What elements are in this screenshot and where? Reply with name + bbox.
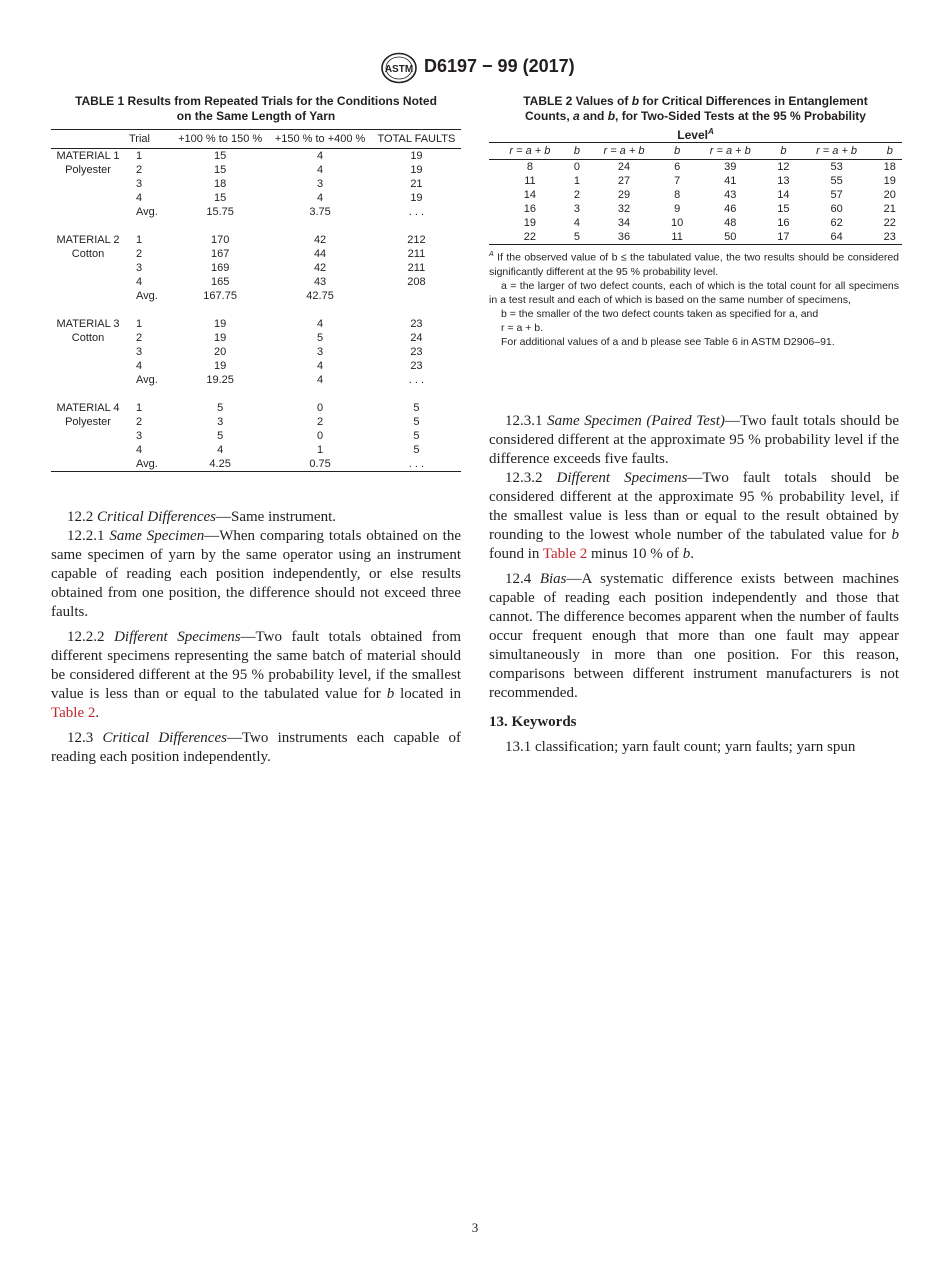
document-id: D6197 − 99 (2017) bbox=[424, 56, 575, 76]
value-cell: 42 bbox=[313, 262, 327, 274]
value-cell: 3 bbox=[317, 178, 324, 190]
table2-row bbox=[489, 188, 902, 202]
value-cell: 15 bbox=[214, 150, 227, 162]
table1-col-trial: Trial bbox=[129, 133, 150, 145]
table2-cell: 57 bbox=[830, 189, 843, 201]
table2-cell: 60 bbox=[830, 203, 843, 215]
table2-row bbox=[489, 174, 902, 188]
table2-cell: 64 bbox=[830, 231, 843, 243]
table2-cell: 22 bbox=[883, 217, 896, 229]
material-cell-empty bbox=[51, 191, 125, 205]
value-cell bbox=[372, 289, 461, 303]
material-name: MATERIAL 4 bbox=[56, 402, 120, 414]
table2-cell: 4 bbox=[573, 217, 581, 229]
table2-cell: 22 bbox=[523, 231, 537, 243]
trial-cell: 3 bbox=[136, 430, 143, 442]
table2-col-r4: r = a + b bbox=[816, 145, 858, 157]
table2-col-r1: r = a + b bbox=[509, 145, 551, 157]
material-cell-empty bbox=[51, 261, 125, 275]
value-cell: 1 bbox=[317, 444, 324, 456]
table2-note-b-def: b = the smaller of the two defect counts taken as specified for a, and bbox=[501, 307, 819, 320]
table1-col-material bbox=[51, 130, 125, 149]
material-name: MATERIAL 2 bbox=[56, 234, 120, 246]
material-name: MATERIAL 3 bbox=[56, 318, 120, 330]
value-cell: 21 bbox=[410, 178, 423, 190]
table1-row bbox=[51, 317, 461, 331]
para-12-3-1: 12.3.1 Same Specimen (Paired Test)—Two fault totals should be considered different at the approximate 95 % probability level if the difference exceeds five faults. bbox=[489, 413, 900, 467]
table2-row bbox=[489, 216, 902, 230]
value-cell: 20 bbox=[214, 346, 227, 358]
table2-cell: 0 bbox=[573, 161, 581, 173]
table2-row bbox=[489, 160, 902, 175]
value-cell: 19.25 bbox=[206, 374, 234, 386]
table1-col-100-150: +100 % to 150 % bbox=[178, 133, 263, 145]
table1-title-line2: on the Same Length of Yarn bbox=[176, 109, 336, 123]
para-12-2-1: 12.2.1 Same Specimen—When comparing totals obtained on the same specimen of yarn by the same operator using an instrument capable of reading each position independently, or else results obtained from one position, the difference should not exceed three faults. bbox=[51, 528, 462, 620]
table1-row bbox=[51, 429, 461, 443]
spacer-cell bbox=[51, 303, 461, 317]
value-cell: 5 bbox=[413, 430, 420, 442]
table2-col-r3: r = a + b bbox=[709, 145, 751, 157]
table2-cell: 8 bbox=[674, 189, 681, 201]
trial-cell: 3 bbox=[136, 262, 143, 274]
trial-cell: 2 bbox=[136, 164, 143, 176]
table2-cell: 27 bbox=[617, 175, 631, 187]
para-12-4: 12.4 Bias—A systematic difference exists between machines capable of reading each position independently and those that cannot. The difference becomes apparent when the number of faults occur frequent enough that more than one fault may appear simultaneously in more than one position. For this reason, comparisons between different instrument manufacturers is not recommended. bbox=[489, 571, 899, 701]
table2-note-a-def: a = the larger of two defect counts, each of which is the total count for all specimens in a test result and each of which is based on the same number of specimens, bbox=[489, 279, 899, 306]
table2-cell: 17 bbox=[777, 231, 790, 243]
table1-row bbox=[51, 443, 461, 457]
table2-notes bbox=[489, 248, 899, 349]
value-cell: 0 bbox=[317, 402, 324, 414]
value-cell: 24 bbox=[410, 332, 423, 344]
trial-cell: 4 bbox=[136, 192, 143, 204]
value-cell: 0 bbox=[317, 430, 324, 442]
table2-title-line3: Level$^A$ bbox=[677, 127, 714, 142]
table2-cell: 14 bbox=[523, 189, 537, 201]
table1-row bbox=[51, 331, 461, 345]
value-cell: 43 bbox=[313, 276, 327, 288]
table2-cell: 21 bbox=[883, 203, 896, 215]
value-cell: 3 bbox=[317, 346, 324, 358]
table2-cell: 11 bbox=[671, 231, 683, 243]
table2-cell: 20 bbox=[883, 189, 896, 201]
table1 bbox=[51, 129, 461, 472]
table2-title bbox=[489, 94, 902, 143]
trial-cell: 4 bbox=[136, 444, 143, 456]
value-cell: 211 bbox=[407, 248, 426, 260]
material-cell-empty bbox=[51, 177, 125, 191]
material-cell-empty bbox=[51, 359, 125, 373]
trial-cell: 3 bbox=[136, 346, 143, 358]
value-cell: 4.25 bbox=[209, 458, 231, 470]
value-cell: . . . bbox=[408, 374, 425, 386]
value-cell: 23 bbox=[410, 318, 423, 330]
table2-cell: 7 bbox=[674, 175, 681, 187]
table2-cell: 19 bbox=[523, 217, 537, 229]
value-cell: 4 bbox=[317, 374, 324, 386]
trial-cell: 1 bbox=[136, 318, 143, 330]
trial-cell: Avg. bbox=[136, 374, 158, 386]
table1-row bbox=[51, 457, 461, 472]
value-cell: 4 bbox=[317, 360, 324, 372]
value-cell: 165 bbox=[210, 276, 230, 288]
value-cell: 169 bbox=[210, 262, 230, 274]
table2-col-b3: b bbox=[780, 145, 787, 157]
material-cell-empty bbox=[51, 457, 125, 472]
material-name: MATERIAL 1 bbox=[56, 150, 120, 162]
material-cell-empty bbox=[51, 345, 125, 359]
value-cell: 212 bbox=[407, 234, 426, 246]
table2 bbox=[489, 142, 902, 245]
value-cell: . . . bbox=[408, 206, 425, 218]
value-cell: 19 bbox=[410, 150, 423, 162]
value-cell: 4 bbox=[317, 318, 324, 330]
value-cell: 4 bbox=[317, 164, 324, 176]
para-13-1: 13.1 classification; yarn fault count; yarn faults; yarn spun bbox=[505, 739, 856, 755]
table1-row bbox=[51, 275, 461, 289]
table2-header-row bbox=[489, 143, 902, 160]
value-cell: 208 bbox=[407, 276, 426, 288]
table1-row bbox=[51, 345, 461, 359]
astm-logo-icon bbox=[379, 52, 419, 84]
table1-spacer-row bbox=[51, 219, 461, 233]
table1-row bbox=[51, 163, 461, 177]
para-12-2: 12.2 Critical Differences—Same instrument. bbox=[67, 509, 337, 525]
table2-note-additional: For additional values of a and b please see Table 6 in ASTM D2906–91. bbox=[501, 335, 835, 348]
value-cell: 19 bbox=[410, 164, 423, 176]
keywords-heading: 13. Keywords bbox=[489, 714, 577, 730]
table2-title-line2: Counts, a and b, for Two-Sided Tests at the 95 % Probability bbox=[525, 109, 866, 123]
table2-cell: 19 bbox=[883, 175, 896, 187]
value-cell: 19 bbox=[410, 192, 423, 204]
table1-row bbox=[51, 205, 461, 219]
spacer-cell bbox=[51, 387, 461, 401]
table2-cell: 43 bbox=[724, 189, 737, 201]
table1-row bbox=[51, 177, 461, 191]
value-cell: 23 bbox=[410, 360, 423, 372]
para-12-2-2: 12.2.2 Different Specimens—Two fault totals obtained from different specimens representing the same batch of material should be considered different at the 95 % probability level, if the smallest value is less than or equal to the tabulated value for b located in Table 2. bbox=[51, 629, 461, 721]
table2-cell: 12 bbox=[777, 161, 790, 173]
trial-cell: 4 bbox=[136, 360, 143, 372]
material-cell-empty bbox=[51, 443, 125, 457]
material-cell-empty bbox=[51, 289, 125, 303]
table2-cell: 48 bbox=[724, 217, 737, 229]
material-type: Polyester bbox=[65, 164, 111, 176]
table2-cell: 1 bbox=[573, 175, 581, 187]
table1-row bbox=[51, 415, 461, 429]
table2-cell: 3 bbox=[573, 203, 581, 215]
trial-cell: 3 bbox=[136, 178, 143, 190]
table2-cell: 34 bbox=[617, 217, 631, 229]
trial-cell: 2 bbox=[136, 332, 143, 344]
value-cell: 4 bbox=[317, 192, 324, 204]
trial-cell: 1 bbox=[136, 402, 143, 414]
table1-col-total: TOTAL FAULTS bbox=[377, 133, 456, 145]
trial-cell: Avg. bbox=[136, 458, 158, 470]
trial-cell: 1 bbox=[136, 234, 143, 246]
value-cell: 5 bbox=[413, 444, 420, 456]
table2-row bbox=[489, 202, 902, 216]
table1-title-line1: TABLE 1 Results from Repeated Trials for the Conditions Noted bbox=[75, 94, 437, 108]
table2-cell: 16 bbox=[777, 217, 790, 229]
value-cell: 4 bbox=[317, 150, 324, 162]
spacer-cell bbox=[51, 219, 461, 233]
value-cell: 19 bbox=[214, 332, 227, 344]
value-cell: 42 bbox=[313, 234, 327, 246]
table2-cell: 36 bbox=[617, 231, 631, 243]
value-cell: 167 bbox=[210, 248, 230, 260]
material-cell-empty bbox=[51, 275, 125, 289]
table2-link[interactable]: Table 2 bbox=[51, 705, 96, 721]
table2-cell: 2 bbox=[573, 189, 581, 201]
material-cell-empty bbox=[51, 429, 125, 443]
table2-cell: 11 bbox=[524, 175, 536, 187]
table2-col-r2: r = a + b bbox=[603, 145, 645, 157]
table2-link[interactable]: Table 2 bbox=[542, 546, 588, 562]
left-column bbox=[51, 508, 461, 773]
table2-body bbox=[489, 160, 902, 245]
value-cell: 42.75 bbox=[306, 290, 334, 302]
table2-cell: 62 bbox=[830, 217, 843, 229]
table2-note-r-def: r = a + b. bbox=[501, 321, 544, 334]
table2-cell: 41 bbox=[724, 175, 737, 187]
table1-col-150-400: +150 % to +400 % bbox=[274, 133, 366, 145]
value-cell: 5 bbox=[413, 416, 420, 428]
table1-spacer-row bbox=[51, 303, 461, 317]
material-type: Cotton bbox=[71, 248, 105, 260]
trial-cell: Avg. bbox=[136, 290, 158, 302]
table1-row bbox=[51, 247, 461, 261]
table2-cell: 50 bbox=[724, 231, 737, 243]
table2-cell: 55 bbox=[830, 175, 843, 187]
table2-cell: 16 bbox=[523, 203, 537, 215]
logo-text: ASTM bbox=[384, 64, 414, 75]
table2-cell: 46 bbox=[724, 203, 737, 215]
table2-cell: 13 bbox=[777, 175, 790, 187]
table1-title bbox=[51, 94, 461, 124]
value-cell: 0.75 bbox=[309, 458, 331, 470]
value-cell: 5 bbox=[217, 430, 224, 442]
table2-title-line1: TABLE 2 Values of b for Critical Differences in Entanglement bbox=[523, 94, 868, 108]
table1-row bbox=[51, 401, 461, 415]
table2-cell: 10 bbox=[671, 217, 684, 229]
table1-row bbox=[51, 373, 461, 387]
para-12-3-2: 12.3.2 Different Specimens—Two fault totals should be considered different at the approximate 95 % probability level, if the smallest value is less than or equal to the result obtained by rounding to the lowest whole number of the tabulated value for b found in Table 2 minus 10 % of b. bbox=[489, 470, 899, 562]
value-cell: . . . bbox=[408, 458, 425, 470]
para-12-3: 12.3 Critical Differences—Two instruments each capable of reading each position independently. bbox=[51, 730, 461, 765]
table2-row bbox=[489, 230, 902, 245]
value-cell: 3 bbox=[217, 416, 224, 428]
table2-cell: 5 bbox=[573, 231, 581, 243]
value-cell: 15 bbox=[214, 192, 227, 204]
table1-row bbox=[51, 233, 461, 247]
value-cell: 2 bbox=[317, 416, 324, 428]
material-cell-empty bbox=[51, 205, 125, 219]
material-type: Cotton bbox=[71, 332, 105, 344]
value-cell: 211 bbox=[407, 262, 426, 274]
table1-spacer-row bbox=[51, 387, 461, 401]
table2-cell: 29 bbox=[617, 189, 631, 201]
table2-cell: 18 bbox=[883, 161, 896, 173]
page-header bbox=[0, 50, 950, 86]
value-cell: 3.75 bbox=[309, 206, 331, 218]
material-type: Polyester bbox=[65, 416, 111, 428]
trial-cell: 2 bbox=[136, 248, 143, 260]
table1-body bbox=[51, 149, 461, 472]
value-cell: 170 bbox=[210, 234, 230, 246]
value-cell: 19 bbox=[214, 360, 227, 372]
table2-cell: 15 bbox=[777, 203, 790, 215]
value-cell: 167.75 bbox=[203, 290, 237, 302]
table2-col-b4: b bbox=[886, 145, 893, 157]
value-cell: 23 bbox=[410, 346, 423, 358]
table2-cell: 32 bbox=[617, 203, 631, 215]
table1-row bbox=[51, 149, 461, 164]
table2-note-a: $^A$ If the observed value of b ≤ the tabulated value, the two results should be considered significantly different at the 95 % probability level. bbox=[489, 251, 900, 278]
table1-row bbox=[51, 359, 461, 373]
value-cell: 5 bbox=[217, 402, 224, 414]
value-cell: 5 bbox=[317, 332, 324, 344]
trial-cell: Avg. bbox=[136, 206, 158, 218]
value-cell: 15.75 bbox=[206, 206, 234, 218]
value-cell: 5 bbox=[413, 402, 420, 414]
trial-cell: 2 bbox=[136, 416, 143, 428]
value-cell: 18 bbox=[214, 178, 227, 190]
table1-row bbox=[51, 261, 461, 275]
value-cell: 15 bbox=[214, 164, 227, 176]
table2-cell: 23 bbox=[883, 231, 896, 243]
table1-header-row bbox=[51, 130, 461, 149]
table2-col-b2: b bbox=[674, 145, 681, 157]
trial-cell: 1 bbox=[136, 150, 143, 162]
material-cell-empty bbox=[51, 373, 125, 387]
table2-cell: 39 bbox=[724, 161, 737, 173]
value-cell: 44 bbox=[313, 248, 327, 260]
page-number: 3 bbox=[471, 1220, 479, 1235]
table2-cell: 6 bbox=[674, 161, 681, 173]
value-cell: 4 bbox=[217, 444, 224, 456]
table2-col-b1: b bbox=[573, 145, 581, 157]
right-column bbox=[489, 412, 899, 763]
table2-cell: 53 bbox=[830, 161, 843, 173]
table2-cell: 14 bbox=[777, 189, 790, 201]
table2-cell: 8 bbox=[526, 161, 533, 173]
value-cell: 19 bbox=[214, 318, 227, 330]
table2-cell: 24 bbox=[617, 161, 631, 173]
trial-cell: 4 bbox=[136, 276, 143, 288]
table1-row bbox=[51, 289, 461, 303]
table2-cell: 9 bbox=[674, 203, 681, 215]
table1-row bbox=[51, 191, 461, 205]
